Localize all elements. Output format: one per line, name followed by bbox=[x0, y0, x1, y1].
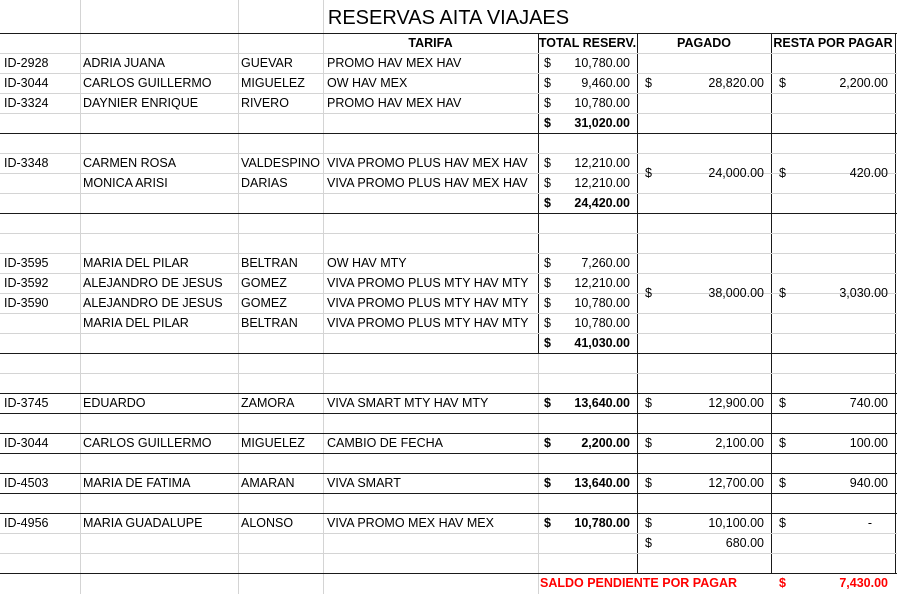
currency-sign: $ bbox=[544, 56, 551, 70]
currency-sign: $ bbox=[544, 476, 551, 490]
tarifa: VIVA PROMO PLUS MTY HAV MTY bbox=[327, 276, 529, 290]
passenger-surname: BELTRAN bbox=[241, 256, 298, 270]
currency-sign: $ bbox=[779, 76, 786, 90]
reservation-id: ID-4503 bbox=[4, 476, 49, 490]
tarifa: VIVA PROMO PLUS HAV MEX HAV bbox=[327, 156, 528, 170]
reservation-id: ID-3592 bbox=[4, 276, 49, 290]
passenger-surname: GOMEZ bbox=[241, 296, 287, 310]
currency-sign: $ bbox=[544, 96, 551, 110]
total-amount: 13,640.00 bbox=[574, 396, 630, 410]
currency-sign: $ bbox=[544, 336, 551, 350]
row-divider bbox=[0, 193, 897, 194]
pagado-amount: 28,820.00 bbox=[708, 76, 764, 90]
passenger-name: EDUARDO bbox=[83, 396, 146, 410]
row-divider bbox=[0, 213, 897, 214]
saldo-amount: 7,430.00 bbox=[839, 576, 888, 590]
total-amount: 10,780.00 bbox=[574, 516, 630, 530]
pagado-amount: 10,100.00 bbox=[708, 516, 764, 530]
row-divider bbox=[0, 113, 897, 114]
pagado-amount: 2,100.00 bbox=[715, 436, 764, 450]
passenger-surname: BELTRAN bbox=[241, 316, 298, 330]
currency-sign: $ bbox=[544, 296, 551, 310]
tarifa: OW HAV MTY bbox=[327, 256, 407, 270]
total-amount: 2,200.00 bbox=[581, 436, 630, 450]
resta-amount: - bbox=[867, 516, 872, 530]
currency-sign: $ bbox=[645, 166, 652, 180]
pagado-amount: 12,700.00 bbox=[708, 476, 764, 490]
total-amount: 7,260.00 bbox=[581, 256, 630, 270]
tarifa: VIVA PROMO PLUS MTY HAV MTY bbox=[327, 296, 529, 310]
currency-sign: $ bbox=[779, 576, 786, 590]
passenger-name: MARIA DE FATIMA bbox=[83, 476, 191, 490]
subtotal-amount: 41,030.00 bbox=[574, 336, 630, 350]
currency-sign: $ bbox=[645, 436, 652, 450]
sheet-title: RESERVAS AITA VIAJAES bbox=[327, 7, 570, 29]
passenger-name: ALEJANDRO DE JESUS bbox=[83, 276, 223, 290]
currency-sign: $ bbox=[645, 516, 652, 530]
passenger-name: ADRIA JUANA bbox=[83, 56, 165, 70]
tarifa: PROMO HAV MEX HAV bbox=[327, 96, 462, 110]
row-divider bbox=[0, 233, 897, 234]
resta-amount: 100.00 bbox=[849, 436, 888, 450]
passenger-surname: DARIAS bbox=[241, 176, 288, 190]
col-divider bbox=[80, 0, 81, 594]
total-amount: 12,210.00 bbox=[574, 276, 630, 290]
col-divider bbox=[238, 0, 239, 594]
tarifa: CAMBIO DE FECHA bbox=[327, 436, 443, 450]
tarifa: VIVA PROMO MEX HAV MEX bbox=[327, 516, 494, 530]
resta-amount: 3,030.00 bbox=[839, 286, 888, 300]
currency-sign: $ bbox=[645, 76, 652, 90]
passenger-name: MONICA ARISI bbox=[83, 176, 168, 190]
reservation-id: ID-2928 bbox=[4, 56, 49, 70]
passenger-name: DAYNIER ENRIQUE bbox=[83, 96, 199, 110]
col-divider bbox=[637, 33, 638, 573]
passenger-surname: ZAMORA bbox=[241, 396, 295, 410]
header-pagado: PAGADO bbox=[677, 36, 731, 50]
reservation-id: ID-3044 bbox=[4, 76, 49, 90]
col-divider bbox=[771, 33, 772, 573]
pagado-amount: 12,900.00 bbox=[708, 396, 764, 410]
reservation-id: ID-3590 bbox=[4, 296, 49, 310]
saldo-label: SALDO PENDIENTE POR PAGAR bbox=[540, 576, 738, 590]
tarifa: VIVA SMART bbox=[327, 476, 401, 490]
tarifa: VIVA SMART MTY HAV MTY bbox=[327, 396, 489, 410]
total-amount: 10,780.00 bbox=[574, 316, 630, 330]
currency-sign: $ bbox=[779, 516, 786, 530]
currency-sign: $ bbox=[544, 276, 551, 290]
currency-sign: $ bbox=[645, 286, 652, 300]
header-total: TOTAL RESERV. bbox=[538, 36, 637, 50]
resta-amount: 2,200.00 bbox=[839, 76, 888, 90]
currency-sign: $ bbox=[779, 396, 786, 410]
passenger-surname: VALDESPINO bbox=[241, 156, 320, 170]
row-divider bbox=[0, 573, 897, 574]
passenger-surname: AMARAN bbox=[241, 476, 295, 490]
passenger-surname: GUEVAR bbox=[241, 56, 293, 70]
passenger-name: CARLOS GUILLERMO bbox=[83, 436, 212, 450]
row-divider bbox=[0, 353, 897, 354]
currency-sign: $ bbox=[544, 76, 551, 90]
header-tarifa: TARIFA bbox=[408, 36, 453, 50]
pagado-amount: 38,000.00 bbox=[708, 286, 764, 300]
currency-sign: $ bbox=[645, 396, 652, 410]
row-divider bbox=[0, 553, 897, 554]
reservation-id: ID-4956 bbox=[4, 516, 49, 530]
total-amount: 10,780.00 bbox=[574, 56, 630, 70]
passenger-name: MARIA GUADALUPE bbox=[83, 516, 203, 530]
currency-sign: $ bbox=[645, 476, 652, 490]
total-amount: 10,780.00 bbox=[574, 296, 630, 310]
total-amount: 12,210.00 bbox=[574, 176, 630, 190]
subtotal-amount: 31,020.00 bbox=[574, 116, 630, 130]
resta-amount: 420.00 bbox=[849, 166, 888, 180]
reservation-id: ID-3745 bbox=[4, 396, 49, 410]
pagado-amount: 24,000.00 bbox=[708, 166, 764, 180]
reservation-id: ID-3044 bbox=[4, 436, 49, 450]
currency-sign: $ bbox=[779, 286, 786, 300]
currency-sign: $ bbox=[779, 166, 786, 180]
resta-amount: 940.00 bbox=[849, 476, 888, 490]
currency-sign: $ bbox=[544, 316, 551, 330]
currency-sign: $ bbox=[544, 196, 551, 210]
passenger-surname: MIGUELEZ bbox=[241, 76, 305, 90]
tarifa: OW HAV MEX bbox=[327, 76, 408, 90]
reservation-id: ID-3324 bbox=[4, 96, 49, 110]
extra-payment-amount: 680.00 bbox=[725, 536, 764, 550]
passenger-surname: MIGUELEZ bbox=[241, 436, 305, 450]
passenger-name: MARIA DEL PILAR bbox=[83, 316, 189, 330]
currency-sign: $ bbox=[645, 536, 652, 550]
row-divider bbox=[0, 453, 897, 454]
passenger-name: MARIA DEL PILAR bbox=[83, 256, 189, 270]
total-amount: 12,210.00 bbox=[574, 156, 630, 170]
passenger-surname: GOMEZ bbox=[241, 276, 287, 290]
passenger-surname: ALONSO bbox=[241, 516, 294, 530]
passenger-name: CARMEN ROSA bbox=[83, 156, 177, 170]
row-divider bbox=[0, 333, 897, 334]
resta-amount: 740.00 bbox=[849, 396, 888, 410]
currency-sign: $ bbox=[779, 436, 786, 450]
row-divider bbox=[0, 373, 897, 374]
tarifa: VIVA PROMO PLUS MTY HAV MTY bbox=[327, 316, 529, 330]
tarifa: VIVA PROMO PLUS HAV MEX HAV bbox=[327, 176, 528, 190]
currency-sign: $ bbox=[544, 516, 551, 530]
passenger-name: ALEJANDRO DE JESUS bbox=[83, 296, 223, 310]
currency-sign: $ bbox=[544, 156, 551, 170]
total-amount: 13,640.00 bbox=[574, 476, 630, 490]
passenger-surname: RIVERO bbox=[241, 96, 289, 110]
row-divider bbox=[0, 133, 897, 134]
total-amount: 10,780.00 bbox=[574, 96, 630, 110]
passenger-name: CARLOS GUILLERMO bbox=[83, 76, 212, 90]
col-divider bbox=[895, 33, 896, 573]
currency-sign: $ bbox=[544, 176, 551, 190]
reservation-id: ID-3348 bbox=[4, 156, 49, 170]
row-divider bbox=[0, 493, 897, 494]
currency-sign: $ bbox=[544, 116, 551, 130]
currency-sign: $ bbox=[544, 436, 551, 450]
currency-sign: $ bbox=[544, 396, 551, 410]
tarifa: PROMO HAV MEX HAV bbox=[327, 56, 462, 70]
total-amount: 9,460.00 bbox=[581, 76, 630, 90]
subtotal-amount: 24,420.00 bbox=[574, 196, 630, 210]
col-divider bbox=[323, 0, 324, 594]
header-resta: RESTA POR PAGAR bbox=[773, 36, 893, 50]
reservation-id: ID-3595 bbox=[4, 256, 49, 270]
currency-sign: $ bbox=[779, 476, 786, 490]
currency-sign: $ bbox=[544, 256, 551, 270]
row-divider bbox=[0, 413, 897, 414]
